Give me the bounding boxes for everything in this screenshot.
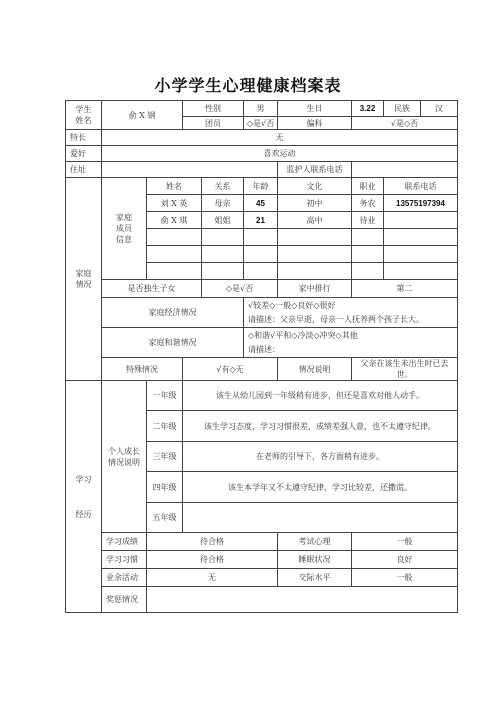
special-desc-label: 情况说明 xyxy=(278,358,352,381)
sleep-label: 睡眠状况 xyxy=(278,551,352,569)
only-child-label: 是否独生子女 xyxy=(102,280,202,298)
score-value: 待合格 xyxy=(147,533,278,551)
family-header: 联系电话 xyxy=(384,178,458,195)
rank-label: 家中排行 xyxy=(278,280,352,298)
gender-label: 性别 xyxy=(183,101,244,117)
specialty-value: 无 xyxy=(102,130,458,146)
birthday-value: 3.22 xyxy=(352,101,384,117)
grade-label: 二年级 xyxy=(147,411,183,442)
page-title: 小学学生心理健康档案表 xyxy=(154,76,342,95)
family-cell: 刘 X 英 xyxy=(147,195,202,212)
family-cell xyxy=(278,229,352,246)
family-cell: 姐姐 xyxy=(202,212,244,229)
ethnicity-cell xyxy=(384,101,458,117)
family-cell xyxy=(278,263,352,280)
grade-label: 四年级 xyxy=(147,472,183,503)
grade-label: 一年级 xyxy=(147,381,183,411)
family-cell xyxy=(202,229,244,246)
hobby-value: 喜欢运动 xyxy=(102,146,458,162)
family-cell xyxy=(278,246,352,263)
rank-value: 第二 xyxy=(352,280,458,298)
social-value: 一般 xyxy=(352,569,458,587)
sleep-value: 良好 xyxy=(352,551,458,569)
family-cell: 13575197394 xyxy=(384,195,458,212)
ethnicity-label: 民族 xyxy=(384,101,421,116)
member-label: 团员 xyxy=(183,117,244,130)
activity-label: 业余活动 xyxy=(102,569,147,587)
economy-cell xyxy=(244,298,458,328)
award-value xyxy=(147,587,458,613)
harmony-desc: 请描述： xyxy=(248,345,280,354)
family-cell xyxy=(352,229,384,246)
student-name-label: 学生姓名 xyxy=(66,101,102,130)
guardian-phone-value xyxy=(352,162,458,178)
family-header: 职业 xyxy=(352,178,384,195)
family-cell: 45 xyxy=(244,195,278,212)
special-label: 特殊情况 xyxy=(102,358,183,381)
activity-value: 无 xyxy=(147,569,278,587)
family-cell xyxy=(384,229,458,246)
family-cell xyxy=(147,263,202,280)
harmony-label: 家庭和谐情况 xyxy=(102,328,244,358)
grade-desc: 该生学习态度，学习习惯很差，成绩差强人意，也不太遵守纪律。 xyxy=(183,411,458,442)
address-value xyxy=(102,162,278,178)
health-record-table xyxy=(65,100,458,613)
family-cell xyxy=(352,246,384,263)
family-header: 姓名 xyxy=(147,178,202,195)
award-label: 奖惩情况 xyxy=(102,587,147,613)
family-header: 年龄 xyxy=(244,178,278,195)
harmony-cell xyxy=(244,328,458,358)
family-cell: 待业 xyxy=(352,212,384,229)
study-label-top: 学习 xyxy=(75,474,92,484)
address-label: 住址 xyxy=(66,162,102,178)
student-name-value: 俞 X 钢 xyxy=(102,101,183,130)
exam-value: 一般 xyxy=(352,533,458,551)
grade-label: 三年级 xyxy=(147,442,183,472)
ethnicity-value: 汉 xyxy=(435,104,443,113)
exam-label: 考试心理 xyxy=(278,533,352,551)
family-label: 家庭情况 xyxy=(66,178,102,381)
family-cell: 初中 xyxy=(278,195,352,212)
grade-desc: 该生本学年又不太遵守纪律，学习比较差，还撒谎。 xyxy=(183,472,458,503)
family-cell xyxy=(202,246,244,263)
specialty-label: 特长 xyxy=(66,130,102,146)
family-cell xyxy=(352,263,384,280)
family-cell: 务农 xyxy=(352,195,384,212)
family-cell xyxy=(384,263,458,280)
family-cell xyxy=(244,263,278,280)
special-value: √有◇无 xyxy=(183,358,278,381)
family-cell xyxy=(384,246,458,263)
birthday-label: 生日 xyxy=(278,101,352,117)
family-header: 关系 xyxy=(202,178,244,195)
hobby-label: 爱好 xyxy=(66,146,102,162)
family-cell xyxy=(384,212,458,229)
grade-desc: 该生从幼儿园到一年级稍有进步，但还是喜欢对他人动手。 xyxy=(183,381,458,411)
family-cell: 俞 X 琪 xyxy=(147,212,202,229)
guardian-phone-label: 监护人联系电话 xyxy=(278,162,352,178)
partial-value: √是◇否 xyxy=(352,117,458,130)
grade-desc: 在老师的引导下，各方面稍有进步。 xyxy=(183,442,458,472)
harmony-options: ◇和谐√平和◇冷淡◇冲突◇其他 xyxy=(248,331,358,340)
growth-label: 个人成长情况说明 xyxy=(102,381,147,533)
only-child-value: ◇是√否 xyxy=(202,280,278,298)
family-cell: 母亲 xyxy=(202,195,244,212)
habit-label: 学习习惯 xyxy=(102,551,147,569)
family-members-label: 家庭成员信息 xyxy=(102,178,147,280)
family-cell xyxy=(147,246,202,263)
family-cell xyxy=(147,229,202,246)
partial-label: 偏科 xyxy=(278,117,352,130)
family-cell xyxy=(244,246,278,263)
grade-desc xyxy=(183,503,458,533)
family-cell xyxy=(202,263,244,280)
special-desc: 父亲在该生未出生时已去世。 xyxy=(352,358,458,381)
economy-label: 家庭经济情况 xyxy=(102,298,244,328)
economy-options: √较差◇一般◇良好◇很好 xyxy=(248,301,336,310)
habit-value: 待合格 xyxy=(147,551,278,569)
family-header: 文化 xyxy=(278,178,352,195)
family-cell xyxy=(244,229,278,246)
family-cell: 21 xyxy=(244,212,278,229)
study-label xyxy=(66,381,102,613)
social-label: 交际水平 xyxy=(278,569,352,587)
study-label-bottom: 经历 xyxy=(75,509,92,519)
score-label: 学习成绩 xyxy=(102,533,147,551)
family-cell: 高中 xyxy=(278,212,352,229)
economy-desc: 请描述：父亲早逝，母亲一人抚养两个孩子长大。 xyxy=(248,315,424,324)
grade-label: 五年级 xyxy=(147,503,183,533)
gender-value: 男 xyxy=(244,101,278,117)
member-value: ◇是√否 xyxy=(244,117,278,130)
